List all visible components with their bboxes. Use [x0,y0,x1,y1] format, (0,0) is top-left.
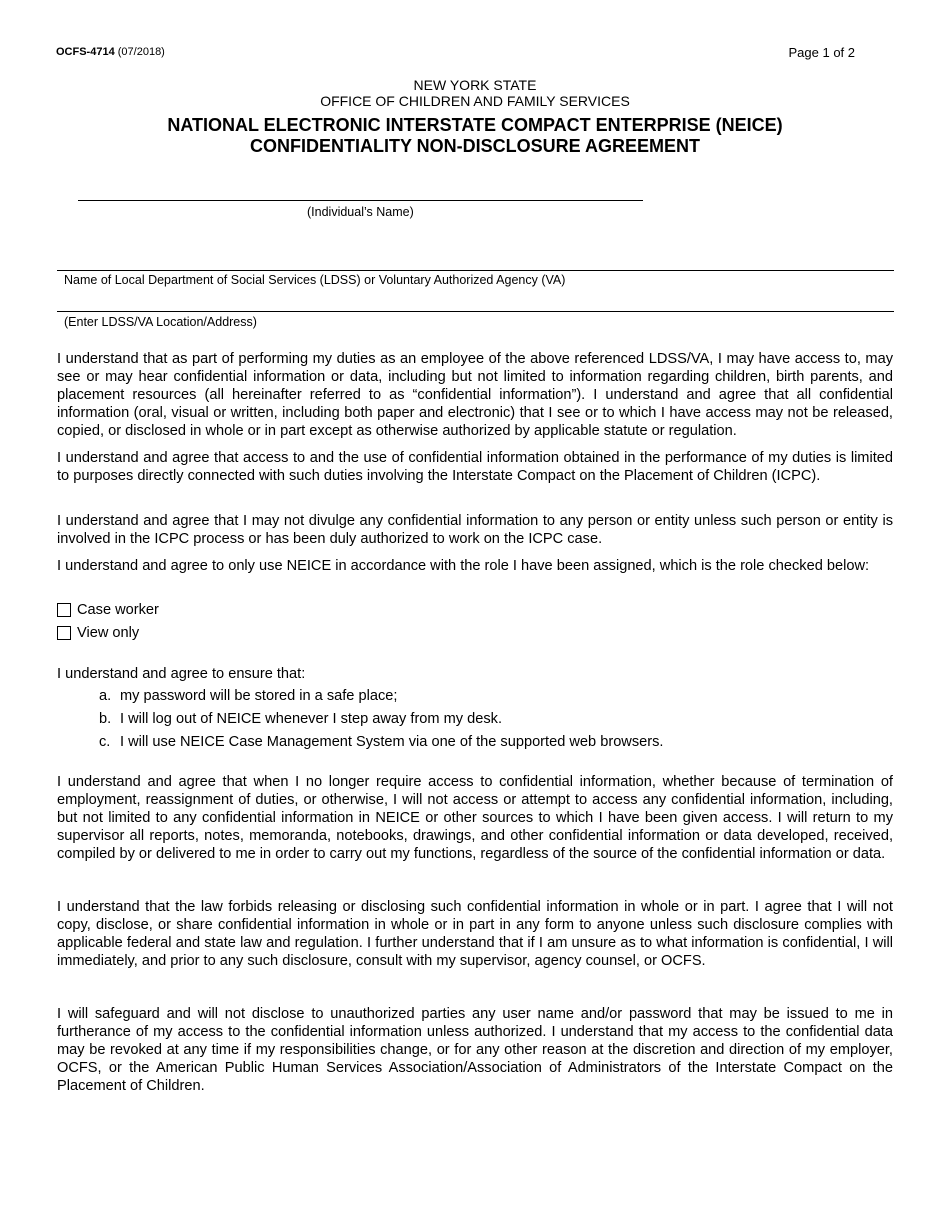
agency-location-label: (Enter LDSS/VA Location/Address) [64,315,257,329]
list-item-text: I will use NEICE Case Management System via one of the supported web browsers. [120,734,664,750]
case-worker-checkbox[interactable] [57,603,71,617]
individual-name-field[interactable] [78,200,643,201]
paragraph-text: I will safeguard and will not disclose to unauthorized parties any user name and/or password that may be issued to me in furtherance of my access to the confidential information unless authorized. I understand that my access to the confidential data may be revoked at any time if my responsibilities change, or for any other reason at the discretion and direction of my employer, OCFS, or the American Public Human Services Association/Association of Administrators of the Interstate Compact on the Placement of Children. [57,1006,893,1094]
document-header [0,77,950,157]
title-line-1: NATIONAL ELECTRONIC INTERSTATE COMPACT ENTERPRISE (NEICE) [167,115,783,135]
individual-name-label: (Individual’s Name) [307,205,414,219]
form-number: OCFS-4714 [56,46,115,58]
ensure-list [99,687,663,756]
paragraph-text: I understand that the law forbids releasing or disclosing such confidential information in whole or in part. I agree that I will not copy, disclose, or share confidential information in whole or in part in any form to anyone unless such disclosure complies with applicable federal and state law and regulation. I further understand that if I am unsure as to what information is confidential, I will immediately, and prior to any such disclosure, consult with my supervisor, agency counsel, or OCFS. [57,899,893,969]
document-title [0,115,950,157]
agency-location-field[interactable] [57,311,894,312]
paragraph-text: I understand and agree that access to and the use of confidential information obtained in the performance of my duties is limited to purposes directly connected with such duties involving the Interstate Compact on the Placement of Children (ICPC). [57,450,893,484]
state-name: NEW YORK STATE [413,77,537,93]
paragraph-text: I understand that as part of performing my duties as an employee of the above referenced LDSS/VA, I may have access to, may see or may hear confidential information or data, including but not limited to information regarding children, birth parents, and placement resources (all hereinafter referred to as “confidential information”). I understand and agree that all confidential information (oral, visual or written, including both paper and electronic) that I see or to which I have access may not be released, copied, or disclosed in whole or in part except as otherwise authorized by applicable statute or regulation. [57,351,893,439]
role-option-case-worker[interactable] [57,602,159,618]
paragraph-ensure [57,665,893,683]
list-item [99,687,663,710]
paragraph-text: I understand and agree that I may not divulge any confidential information to any person or entity unless such person or entity is involved in the ICPC process or has been duly authorized to work on the ICPC case. [57,513,893,547]
paragraph-role [57,557,893,575]
paragraph-limited-use [57,449,893,485]
list-marker: c. [99,734,111,750]
page-number: Page 1 of 2 [788,45,855,60]
paragraph-access [57,350,893,440]
paragraph-safeguard [57,1005,893,1095]
paragraph-text: I understand and agree to ensure that: [57,666,306,682]
agency-name-label: Name of Local Department of Social Services (LDSS) or Voluntary Authorized Agency (VA) [64,273,566,287]
list-item-text: my password will be stored in a safe place; [120,688,398,704]
view-only-checkbox[interactable] [57,626,71,640]
paragraph-text: I understand and agree to only use NEICE in accordance with the role I have been assigned, which is the role checked below: [57,558,870,574]
office-name: OFFICE OF CHILDREN AND FAMILY SERVICES [320,93,630,109]
list-item [99,710,663,733]
paragraph-termination [57,773,893,863]
view-only-label: View only [77,625,140,641]
title-line-2: CONFIDENTIALITY NON-DISCLOSURE AGREEMENT [249,136,700,156]
form-date: (07/2018) [114,46,165,58]
paragraph-no-divulge [57,512,893,548]
role-option-view-only[interactable] [57,625,139,641]
list-marker: b. [99,711,112,727]
paragraph-text: I understand and agree that when I no longer require access to confidential information, whether because of termination of employment, reassignment of duties, or otherwise, I will not access or attempt to access any confidential information, including, but not limited to any confidential information in NEICE or other sources to which I have been given access. I will return to my supervisor all reports, notes, memoranda, notebooks, drawings, and other confidential information or data developed, received, compiled by or delivered to me in order to carry out my functions, regardless of the source of the confidential information or data. [57,774,893,862]
form-id [56,46,165,58]
paragraph-law [57,898,893,970]
list-item-text: I will log out of NEICE whenever I step away from my desk. [120,711,503,727]
case-worker-label: Case worker [77,602,159,618]
list-marker: a. [99,688,112,704]
list-item [99,733,663,756]
agency-name-field[interactable] [57,270,894,271]
